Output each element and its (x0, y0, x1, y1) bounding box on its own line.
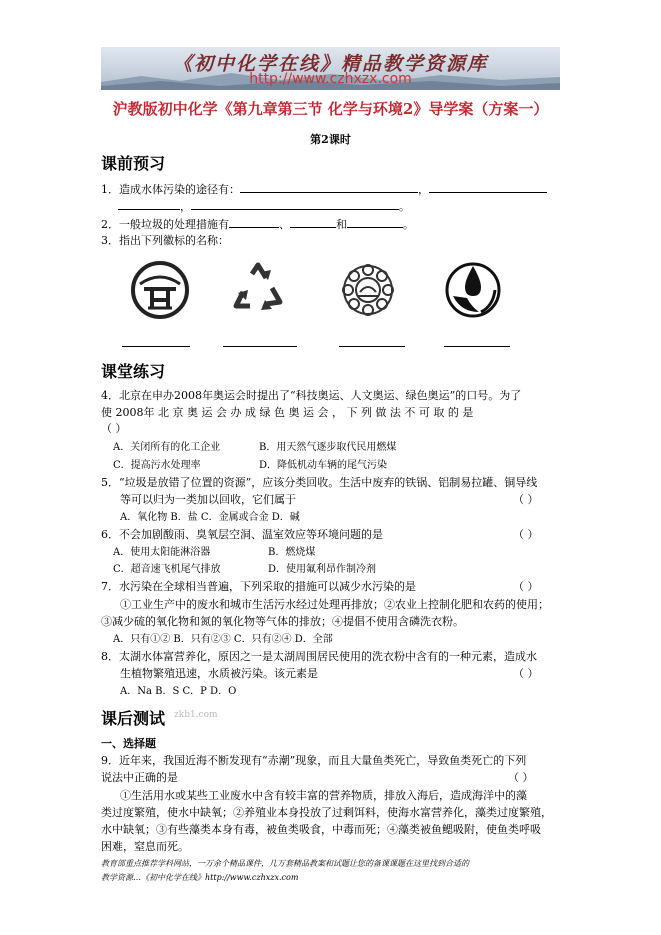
question-7-line3: ③减少硫的氧化物和氮的氧化物等气体的排放；④提倡不使用含磷洗衣粉。 (101, 615, 464, 628)
section-test-heading: 课后测试 (101, 709, 166, 728)
watermark: zkb1.com (174, 710, 218, 720)
question-1: 1．造成水体污染的途径有： ， (101, 181, 547, 197)
question-3: 3．指出下列徽标的名称： (101, 234, 229, 247)
blank[interactable] (240, 181, 418, 193)
section-preview-heading: 课前预习 (101, 154, 166, 173)
blank[interactable] (229, 216, 279, 228)
blank[interactable] (444, 346, 510, 347)
q7-options[interactable]: A．只有①② B．只有②③ C．只有②④ D．全部 (113, 634, 333, 645)
subsection-choice: 一、选择题 (101, 737, 156, 750)
question-9-line6: 困难，窒息而死。 (101, 840, 189, 853)
water-saving-icon (443, 260, 503, 320)
question-9-line4: 类过度繁殖，使水中缺氧；②养殖业本身投放了过剩饵料，使海水富营养化，藻类过度繁殖， (101, 806, 552, 819)
question-4-paren: （ ） (101, 422, 127, 435)
question-9-line2: 说法中正确的是 (101, 771, 178, 784)
question-7-line2: ①工业生产中的废水和城市生活污水经过处理再排放；②农业上控制化肥和农药的使用； (120, 598, 549, 611)
q6-option-d[interactable]: D．使用氟利昂作制冷剂 (268, 564, 377, 575)
recycling-icon (228, 260, 288, 320)
question-5-line1: 5．“垃圾是放错了位置的资源”，应该分类回收。生活中废弃的铁锅、铝制易拉罐、铜导线 (101, 476, 538, 489)
footer-line1: 教育部重点推荐学科网站，一万余个精品课件，几万套精品教案和试题让您的备课课题在这里找到合适的 (101, 859, 469, 868)
question-1-cont: ， 。 (118, 198, 410, 214)
q4-option-d[interactable]: D．降低机动车辆的尾气污染 (259, 460, 388, 471)
question-9-line1: 9．近年来，我国近海不断发现有“赤潮”现象，而且大量鱼类死亡，导致鱼类死亡的下列 (101, 754, 527, 767)
blank[interactable] (429, 181, 547, 193)
section-practice-heading: 课堂练习 (101, 362, 166, 381)
question-9-line3: ①生活用水或某些工业废水中含有较丰富的营养物质，排放入海后，造成海洋中的藻 (120, 789, 527, 802)
question-4-line2: 使 2008年 北 京 奥 运 会 办 成 绿 色 奥 运 会 ， 下 列 做 法 不 可 取 的 是 (101, 406, 474, 419)
question-8-line1: 8．太湖水体富营养化，原因之一是太湖周围居民使用的洗衣粉中含有的一种元素，造成水 (101, 650, 537, 663)
banner-title: 《初中化学在线》精品教学资源库 (172, 53, 488, 75)
blank[interactable] (339, 346, 405, 347)
china-environmental-label-icon (130, 260, 190, 320)
question-2: 2．一般垃圾的处理措施有 、 和 。 (101, 218, 414, 231)
blank[interactable] (290, 216, 336, 228)
q6-option-c[interactable]: C．超音速飞机尾气排放 (113, 564, 221, 575)
q4-option-b[interactable]: B．用天然气逐步取代民用燃煤 (259, 442, 397, 453)
question-4-line1: 4．北京在申办2008年奥运会时提出了“科技奥运、人文奥运、绿色奥运”的口号。为了 (101, 389, 522, 402)
question-6-paren: （ ） (513, 528, 539, 541)
question-5-paren: （ ） (513, 493, 539, 506)
question-6-line1: 6．不会加剧酸雨、臭氧层空洞、温室效应等环境问题的是 (101, 528, 383, 541)
question-7-line1: 7．水污染在全球相当普遍，下列采取的措施可以减少水污染的是 (101, 580, 416, 593)
blank[interactable] (347, 216, 403, 228)
question-5-line2: 等可以归为一类加以回收，它们属于 (120, 493, 296, 506)
q6-option-b[interactable]: B．燃烧煤 (268, 547, 316, 558)
question-9-paren: （ ） (508, 771, 534, 784)
q5-options[interactable]: A．氧化物 B．盐 C．金属或合金 D．碱 (120, 512, 300, 523)
blank[interactable] (122, 346, 190, 347)
header-banner (101, 47, 560, 90)
lesson-number: 第2课时 (310, 133, 351, 146)
banner-url[interactable]: http://www.czhxzx.com (249, 71, 412, 87)
q8-options[interactable]: A．Na B．S C．P D．O (120, 686, 237, 697)
document-title: 沪教版初中化学《第九章第三节 化学与环境2》导学案（方案一） (112, 100, 549, 118)
blank[interactable] (191, 198, 399, 210)
question-8-paren: （ ） (513, 667, 539, 680)
q6-option-a[interactable]: A．使用太阳能淋浴器 (113, 547, 211, 558)
blank[interactable] (118, 198, 180, 210)
question-8-line2: 生植物繁殖迅速，水质被污染。该元素是 (120, 667, 318, 680)
footer-line2[interactable]: 教学资源…《初中化学在线》http://www.czhxzx.com (101, 873, 299, 882)
q4-option-a[interactable]: A．关闭所有的化工企业 (113, 442, 221, 453)
q4-option-c[interactable]: C．提高污水处理率 (113, 460, 201, 471)
question-7-paren: （ ） (513, 580, 539, 593)
green-food-label-icon (338, 260, 398, 320)
question-9-line5: 水中缺氧；③有些藻类本身有毒，被鱼类吸食，中毒而死；④藻类被鱼鳃吸附，使鱼类呼吸 (101, 823, 541, 836)
blank[interactable] (223, 346, 297, 347)
